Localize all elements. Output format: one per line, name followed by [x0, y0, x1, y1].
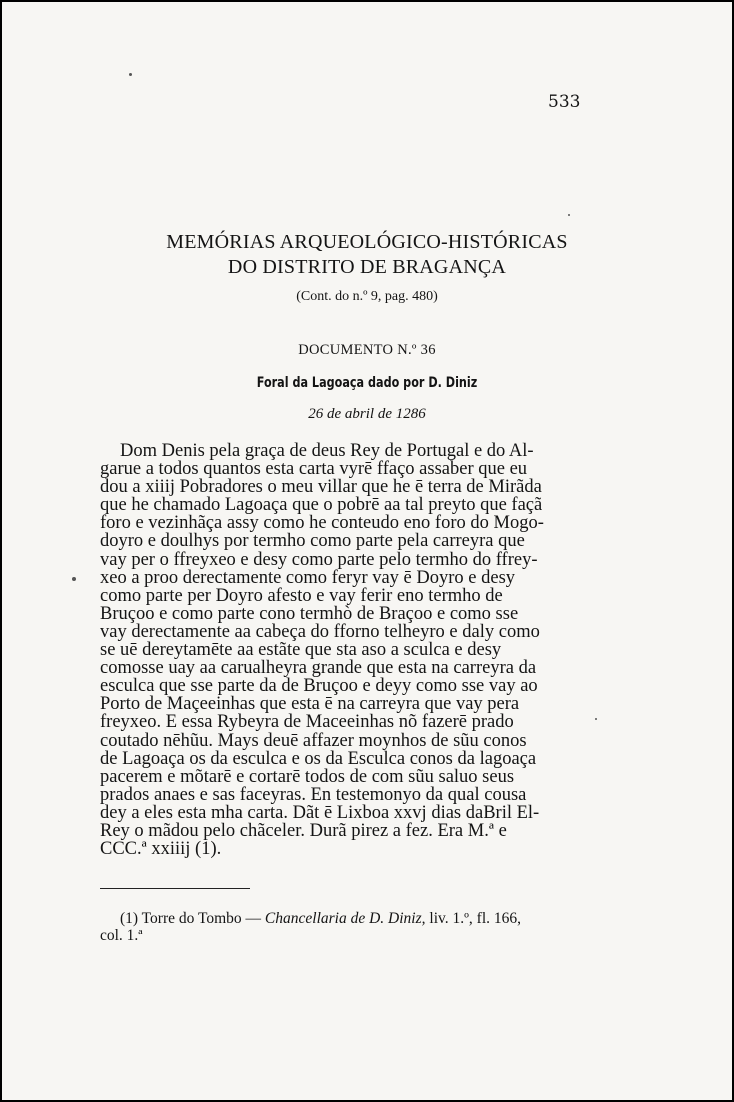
print-speck	[72, 577, 76, 581]
text-line: xeo a proo derectamente como feryr vay ē Doyro e desy	[100, 567, 516, 588]
footnote-prefix: (1) Torre do Tombo —	[120, 910, 262, 927]
footnote	[100, 910, 580, 944]
text-line: Bruçoo e como parte cono termhò de Braçoo e como sse	[100, 603, 519, 624]
footnote-source: Chancellaria de D. Diniz,	[264, 910, 426, 927]
text-line: de Lagoaça os da esculca e os da Esculca conos da lagoaça	[100, 748, 537, 769]
footnote-suffix: liv. 1.º, fl. 166,	[429, 910, 522, 927]
text-line: que he chamado Lagoaça que o pobrē aa tal preyto que façã	[100, 495, 543, 516]
text-line: Porto de Maçeeinhas que esta ē na carreyra que vay pera	[100, 694, 520, 715]
article-title-line-2: DO DISTRITO DE BRAGANÇA	[227, 256, 507, 278]
text-line: prados anaes e sas faceyras. En testemonyo da qual cousa	[100, 784, 527, 805]
text-line: pacerem e mõtarē e cortarē todos de com sũu saluo seus	[100, 766, 515, 787]
article-title-line-1: MEMÓRIAS ARQUEOLÓGICO-HISTÓRICAS	[166, 231, 568, 253]
footnote-divider	[100, 888, 250, 889]
continuation-note: (Cont. do n.º 9, pag. 480)	[296, 289, 438, 304]
text-line: se uē dereytamēte aa estãte que sta aso a sculca e desy	[100, 640, 502, 661]
print-speck	[595, 718, 597, 720]
print-speck	[568, 214, 570, 216]
text-line: Rey o mãdou pelo chãceler. Durã pirez a fez. Era M.ª e	[100, 820, 507, 841]
text-line: dou a xiiij Pobradores o meu villar que he ē terra de Mirãda	[100, 477, 542, 498]
text-line: freyxeo. E essa Rybeyra de Maceeinhas nõ fazerē prado	[100, 712, 514, 733]
print-speck	[129, 73, 132, 76]
document-number: DOCUMENTO N.º 36	[298, 342, 436, 358]
text-line: dey a eles esta mha carta. Dãt ē Lixboa xxvj dias daBril El-	[100, 802, 540, 823]
text-line: foro e vezinhãça assy como he conteudo eno foro do Mogo-	[100, 513, 544, 534]
article-title	[2, 230, 732, 280]
text-line: vay derectamente aa cabeça do fforno telheyro e daly como	[100, 621, 540, 642]
footnote-line-1	[100, 910, 580, 927]
text-line: vay per o ffreyxeo e desy como parte pelo termho do ffrey-	[100, 549, 538, 570]
text-line: como parte per Doyro afesto e vay ferir eno termho de	[100, 585, 503, 606]
footnote-line-2: col. 1.ª	[100, 927, 143, 944]
charter-text	[100, 442, 580, 858]
text-line: CCC.ª xxiiij (1).	[100, 839, 222, 860]
text-line: esculca que sse parte da de Bruçoo e deyy como sse vay ao	[100, 676, 538, 697]
text-line: Dom Denis pela graça de deus Rey de Portugal e do Al-	[120, 441, 534, 461]
text-line: garue a todos quantos esta carta vyrē ffaço assaber que eu	[100, 459, 528, 480]
text-line: comosse uay aa carualheyra grande que esta na carreyra da	[100, 658, 537, 679]
text-line: doyro e doulhys por termho como parte pela carreyra que	[100, 531, 525, 552]
document-title: Foral da Lagoaça dado por D. Diniz	[256, 375, 478, 391]
text-line: coutado nēhũu. Mays deuē affazer moynhos de sũu conos	[100, 730, 527, 751]
document-date: 26 de abril de 1286	[308, 406, 426, 422]
page-number: 533	[548, 92, 581, 112]
